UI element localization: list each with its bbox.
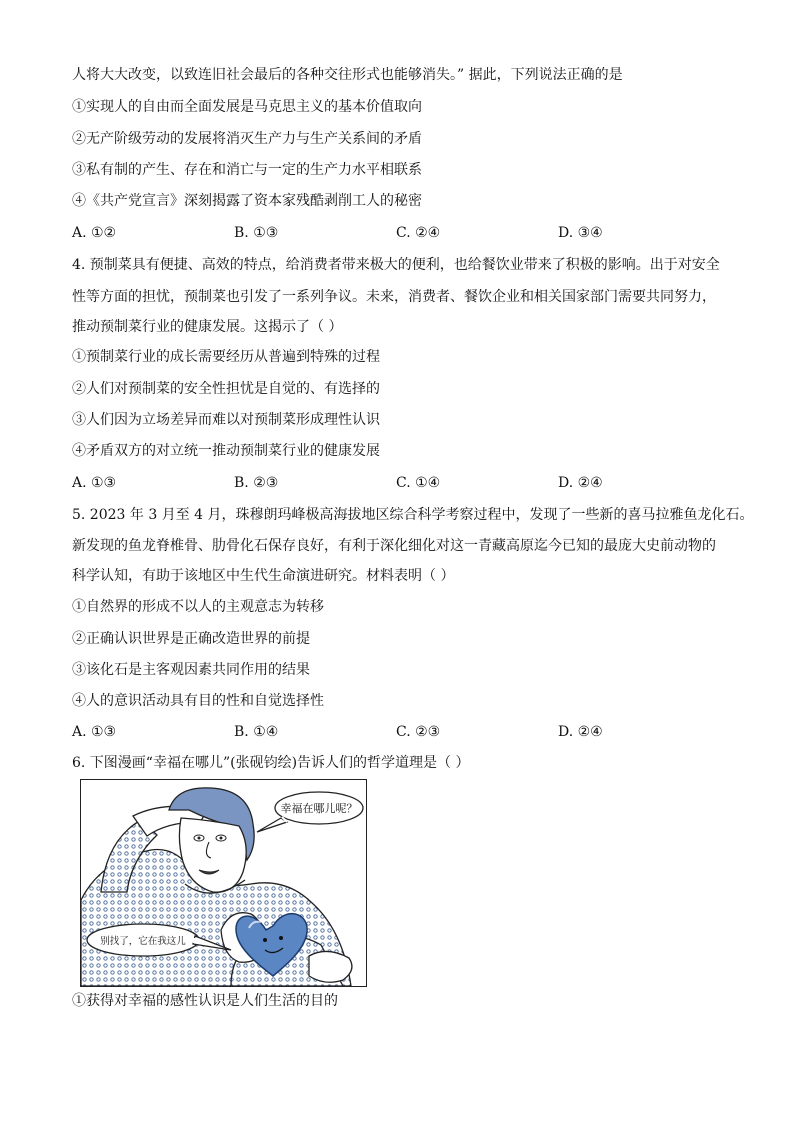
cartoon-drawing: [81, 780, 366, 986]
q4-stem-line-2: 性等方面的担忧，预制菜也引发了一系列争议。未来，消费者、餐饮企业和相关国家部门需要共同努力，: [72, 289, 716, 305]
q6-stem: 6. 下图漫画“幸福在哪儿”(张砚钧绘)告诉人们的哲学道理是（ ）: [72, 755, 470, 771]
q5-option-d[interactable]: D. ②④: [558, 724, 603, 740]
q5-option-b[interactable]: B. ①④: [234, 724, 279, 740]
q5-statement-2: ②正确认识世界是正确改造世界的前提: [72, 631, 310, 647]
q3-option-a[interactable]: A. ①②: [72, 225, 117, 241]
q5-stem-line-2: 新发现的鱼龙脊椎骨、肋骨化石保存良好，有利于深化细化对这一青藏高原迄今已知的最庞大史前动物的: [72, 538, 716, 554]
q4-option-b[interactable]: B. ②③: [234, 475, 279, 491]
q5-stem-line-1: 5. 2023 年 3 月至 4 月，珠穆朗玛峰极高海拔地区综合科学考察过程中，发现了一些新的喜马拉雅鱼龙化石。: [72, 507, 754, 523]
open-palm: [309, 951, 352, 982]
q5-statement-1: ①自然界的形成不以人的主观意志为转移: [72, 599, 324, 615]
q3-option-d[interactable]: D. ③④: [558, 225, 603, 241]
q3-options: [72, 224, 732, 242]
speech-bubble-bottom-text: 别找了，它在我这儿: [100, 936, 186, 947]
q4-stem-line-3: 推动预制菜行业的健康发展。这揭示了（ ）: [72, 319, 343, 335]
q6-statement-1: ①获得对幸福的感性认识是人们生活的目的: [72, 993, 338, 1009]
q4-statement-4: ④矛盾双方的对立统一推动预制菜行业的健康发展: [72, 443, 380, 459]
q5-statement-3: ③该化石是主客观因素共同作用的结果: [72, 662, 310, 678]
q4-option-c[interactable]: C. ①④: [396, 475, 441, 491]
q4-option-a[interactable]: A. ①③: [72, 475, 117, 491]
q4-statement-3: ③人们因为立场差异而难以对预制菜形成理性认识: [72, 412, 380, 428]
q5-options: [72, 723, 732, 741]
q3-option-c[interactable]: C. ②④: [396, 225, 441, 241]
speech-bubble-top-text: 幸福在哪儿呢？: [280, 802, 358, 815]
q4-options: [72, 474, 732, 492]
q3-statement-1: ①实现人的自由而全面发展是马克思主义的基本价值取向: [72, 99, 422, 115]
cartoon-illustration: [80, 779, 367, 987]
q4-option-d[interactable]: D. ②④: [558, 475, 603, 491]
q3-statement-3: ③私有制的产生、存在和消亡与一定的生产力水平相联系: [72, 162, 422, 178]
q4-stem-line-1: 4. 预制菜具有便捷、高效的特点，给消费者带来极大的便利，也给餐饮业带来了积极的影响。出于对安全: [72, 257, 720, 273]
q3-option-b[interactable]: B. ①③: [234, 225, 279, 241]
q5-option-a[interactable]: A. ①③: [72, 724, 117, 740]
q4-statement-1: ①预制菜行业的成长需要经历从普遍到特殊的过程: [72, 349, 380, 365]
q3-stem-continuation: 人将大大改变，以致连旧社会最后的各种交往形式也能够消失。” 据此，下列说法正确的是: [72, 67, 623, 83]
q5-statement-4: ④人的意识活动具有目的性和自觉选择性: [72, 693, 324, 709]
q4-statement-2: ②人们对预制菜的安全性担忧是自觉的、有选择的: [72, 381, 380, 397]
q5-option-c[interactable]: C. ②③: [396, 724, 441, 740]
q5-stem-line-3: 科学认知，有助于该地区中生代生命演进研究。材料表明（ ）: [72, 568, 455, 584]
q3-statement-4: ④《共产党宣言》深刻揭露了资本家残酷剥削工人的秘密: [72, 193, 422, 209]
q3-statement-2: ②无产阶级劳动的发展将消灭生产力与生产关系间的矛盾: [72, 131, 422, 147]
